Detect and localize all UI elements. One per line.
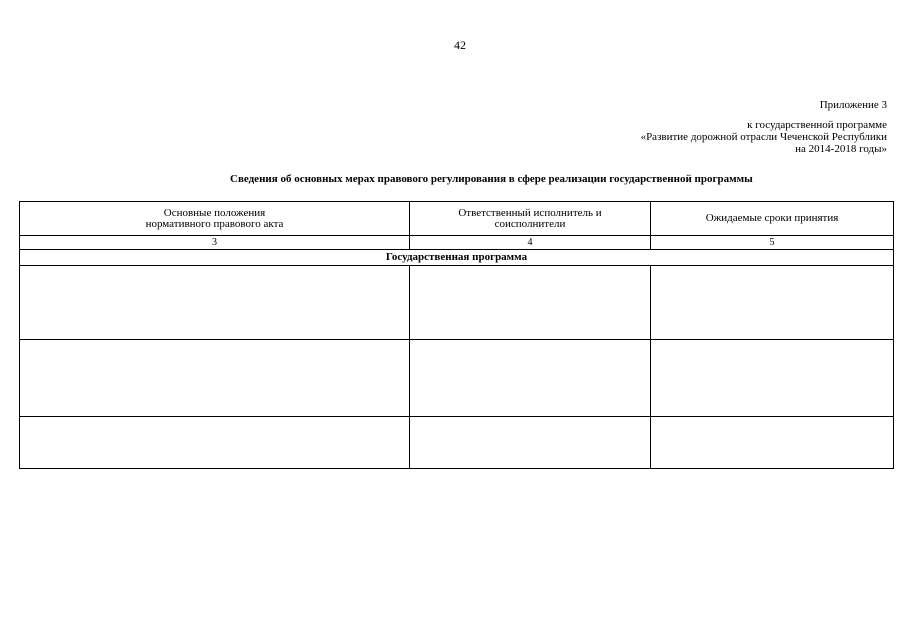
column-number: 4 (410, 236, 651, 250)
table-cell (651, 417, 894, 469)
table-header-row (20, 202, 894, 236)
table-cell (20, 417, 410, 469)
header-text: Ответственный исполнитель и (458, 206, 602, 219)
table-cell (651, 340, 894, 417)
header-cell-provisions (20, 202, 410, 236)
section-title: Государственная программа (20, 250, 894, 266)
table-row (20, 266, 894, 340)
column-number: 5 (651, 236, 894, 250)
table-row (20, 340, 894, 417)
table-cell (410, 266, 651, 340)
appendix-line-period: на 2014-2018 годы» (795, 143, 887, 155)
measures-table (19, 201, 894, 469)
appendix-label: Приложение 3 (819, 99, 887, 111)
table-cell (410, 340, 651, 417)
section-row (20, 250, 894, 266)
table-cell (20, 266, 410, 340)
header-cell-executor (410, 202, 651, 236)
header-cell-deadline (651, 202, 894, 236)
header-text: Основные положения (163, 206, 266, 219)
table-cell (410, 417, 651, 469)
document-title: Сведения об основных мерах правового регулирования в сфере реализации государственной программы (230, 173, 753, 185)
page-number: 42 (454, 38, 466, 52)
table-row (20, 417, 894, 469)
column-number-row (20, 236, 894, 250)
appendix-line-program-name: «Развитие дорожной отрасли Чеченской Республики (640, 131, 887, 143)
header-text: нормативного правового акта (145, 217, 284, 230)
header-text: соисполнители (494, 217, 566, 230)
header-text: Ожидаемые сроки принятия (705, 212, 839, 224)
appendix-line-program: к государственной программе (747, 119, 887, 131)
table-cell (651, 266, 894, 340)
column-number: 3 (20, 236, 410, 250)
table-cell (20, 340, 410, 417)
